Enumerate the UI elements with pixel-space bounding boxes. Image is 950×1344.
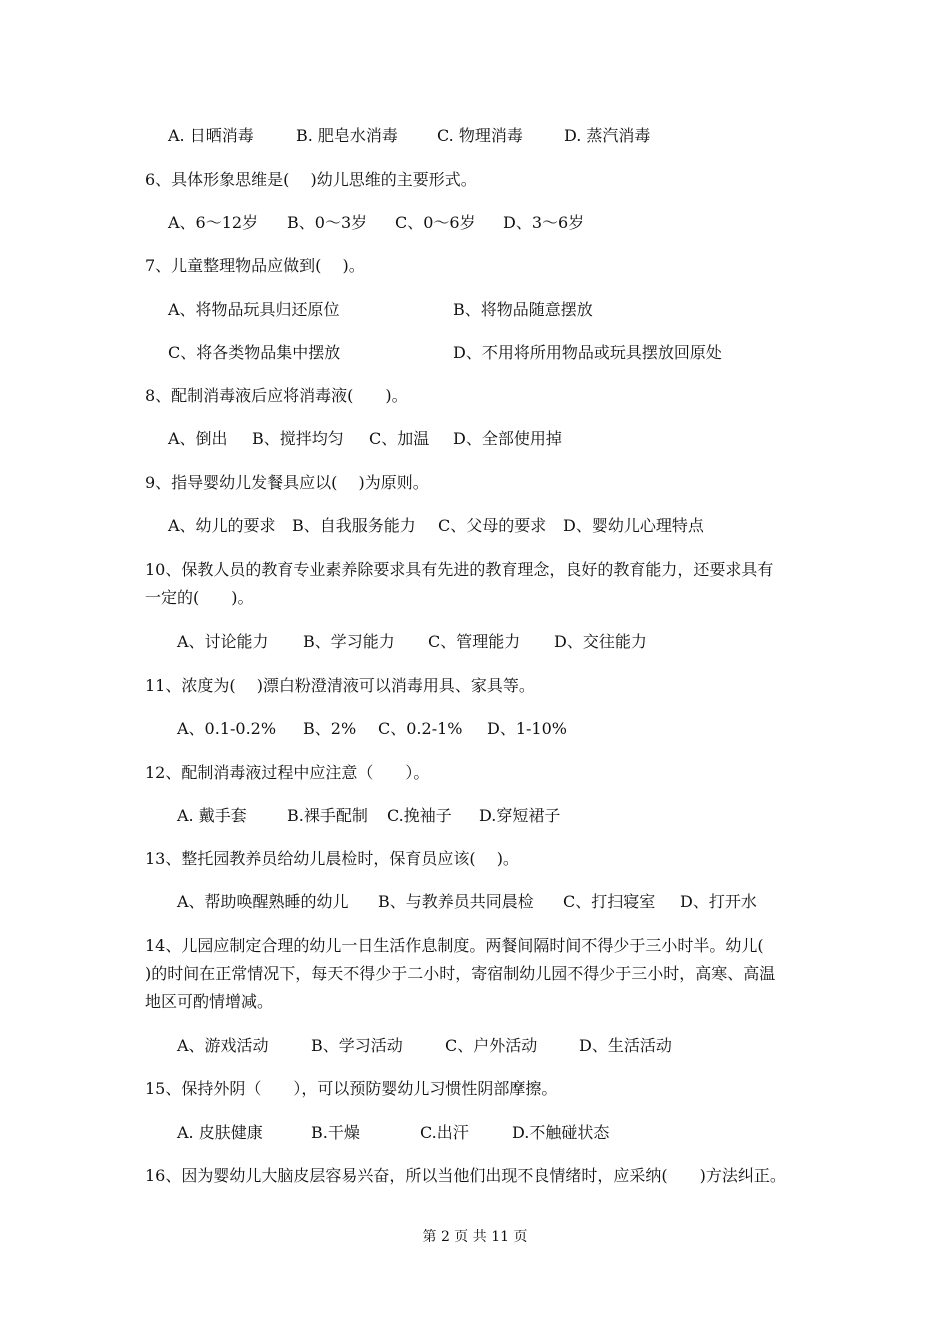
question-14-stem-line1: 14、儿园应制定合理的幼儿一日生活作息制度。两餐间隔时间不得少于三小时半。幼儿(	[145, 936, 764, 955]
option-b: B、搅拌均匀	[252, 429, 344, 448]
option-a: A. 日晒消毒	[168, 126, 254, 145]
question-10-stem-line1: 10、保教人员的教育专业素养除要求具有先进的教育理念，良好的教育能力，还要求具有	[145, 560, 774, 579]
option-d: D、不用将所用物品或玩具摆放回原处	[453, 343, 722, 362]
question-16-stem: 16、因为婴幼儿大脑皮层容易兴奋，所以当他们出现不良情绪时，应采纳( )方法纠正。	[145, 1166, 786, 1185]
option-b: B、学习活动	[311, 1036, 403, 1055]
option-c: C、户外活动	[445, 1036, 538, 1055]
question-7-stem: 7、儿童整理物品应做到( )。	[145, 256, 365, 275]
option-b: B、将物品随意摆放	[453, 300, 593, 319]
question-14-stem-line3: 地区可酌情增减。	[145, 992, 274, 1011]
question-10-stem-line2: 一定的( )。	[145, 588, 254, 607]
option-a: A、帮助唤醒熟睡的幼儿	[177, 892, 349, 911]
option-b: B. 肥皂水消毒	[296, 126, 398, 145]
option-d: D、婴幼儿心理特点	[563, 516, 704, 535]
option-c: C、父母的要求	[438, 516, 547, 535]
question-14-stem-line2: )的时间在正常情况下，每天不得少于二小时，寄宿制幼儿园不得少于三小时，高寒、高温	[145, 964, 776, 983]
option-c: C、0～6岁	[395, 213, 476, 232]
option-a: A、幼儿的要求	[168, 516, 276, 535]
option-b: B、2%	[303, 719, 357, 738]
page-footer: 第 2 页 共 11 页	[422, 1229, 528, 1245]
option-d: D、交往能力	[554, 632, 647, 651]
option-b: B.裸手配制	[287, 806, 368, 825]
option-a: A、倒出	[168, 429, 228, 448]
option-a: A、6～12岁	[168, 213, 259, 232]
question-15-stem: 15、保持外阴（ ），可以预防婴幼儿习惯性阴部摩擦。	[145, 1079, 558, 1098]
option-b: B、0～3岁	[287, 213, 368, 232]
option-b: B、学习能力	[303, 632, 395, 651]
question-13-stem: 13、整托园教养员给幼儿晨检时，保育员应该( )。	[145, 849, 519, 868]
question-11-stem: 11、浓度为( )漂白粉澄清液可以消毒用具、家具等。	[145, 676, 535, 695]
question-12-stem: 12、配制消毒液过程中应注意（ ）。	[145, 763, 430, 782]
question-8-stem: 8、配制消毒液后应将消毒液( )。	[145, 386, 408, 405]
option-c: C. 物理消毒	[437, 126, 523, 145]
option-a: A、0.1-0.2%	[177, 719, 277, 738]
option-d: D、3～6岁	[503, 213, 585, 232]
option-a: A、将物品玩具归还原位	[168, 300, 340, 319]
option-a: A、游戏活动	[177, 1036, 269, 1055]
option-d: D、全部使用掉	[453, 429, 562, 448]
option-c: C.挽袖子	[387, 806, 452, 825]
option-d: D.穿短裙子	[479, 806, 561, 825]
option-b: B、自我服务能力	[292, 516, 416, 535]
option-b: B.干燥	[311, 1123, 360, 1142]
option-b: B、与教养员共同晨检	[378, 892, 534, 911]
option-c: C、0.2-1%	[378, 719, 463, 738]
option-c: C、将各类物品集中摆放	[168, 343, 341, 362]
option-d: D、1-10%	[487, 719, 567, 738]
option-a: A. 皮肤健康	[177, 1123, 263, 1142]
option-a: A. 戴手套	[177, 806, 247, 825]
option-d: D、打开水	[680, 892, 757, 911]
question-9-stem: 9、指导婴幼儿发餐具应以( )为原则。	[145, 473, 429, 492]
option-a: A、讨论能力	[177, 632, 269, 651]
option-c: C.出汗	[420, 1123, 469, 1142]
option-c: C、打扫寝室	[563, 892, 656, 911]
option-d: D. 蒸汽消毒	[564, 126, 651, 145]
option-d: D、生活活动	[579, 1036, 672, 1055]
option-c: C、加温	[369, 429, 430, 448]
question-6-stem: 6、具体形象思维是( )幼儿思维的主要形式。	[145, 170, 477, 189]
option-d: D.不触碰状态	[512, 1123, 610, 1142]
option-c: C、管理能力	[428, 632, 521, 651]
